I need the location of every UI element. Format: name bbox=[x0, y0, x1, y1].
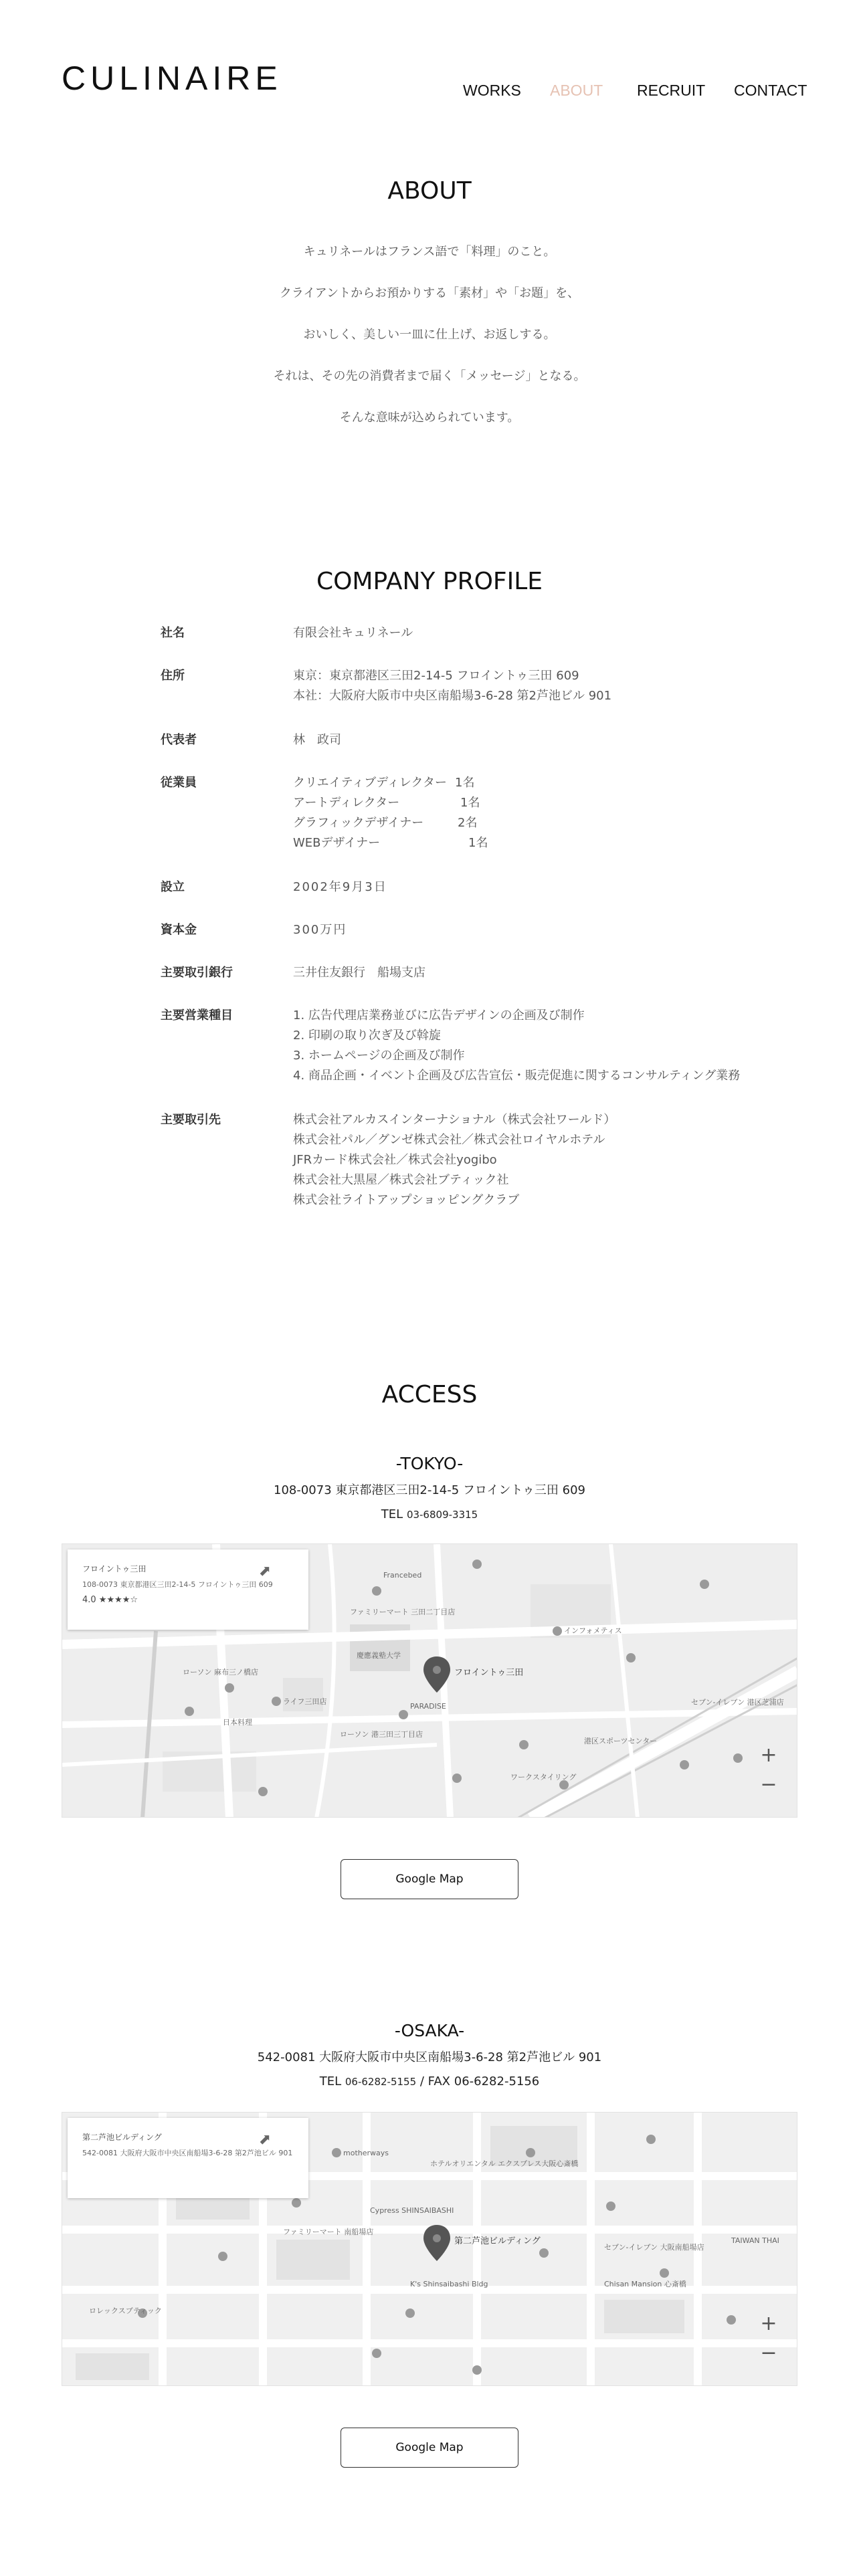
zoom-out-button[interactable]: − bbox=[760, 2341, 777, 2365]
zoom-in-button[interactable]: + bbox=[760, 1743, 777, 1767]
employee-role: WEBデザイナー bbox=[293, 836, 381, 850]
directions-icon[interactable]: ⬈ bbox=[258, 2131, 272, 2148]
employee-role: アートディレクター bbox=[293, 796, 400, 810]
profile-value-address bbox=[293, 666, 611, 706]
osaka-office-name: -OSAKA- bbox=[394, 2021, 465, 2040]
profile-value-business bbox=[293, 1006, 740, 1086]
svg-text:セブン-イレブン 大阪南船場店: セブン-イレブン 大阪南船場店 bbox=[604, 2243, 704, 2252]
svg-text:ホテルオリエンタル エクスプレス大阪心斎橋: ホテルオリエンタル エクスプレス大阪心斎橋 bbox=[430, 2159, 579, 2168]
business-line: 2. 印刷の取り次ぎ及び斡旋 bbox=[293, 1029, 441, 1043]
site-header bbox=[0, 0, 859, 114]
tokyo-map-info-card[interactable] bbox=[68, 1549, 308, 1630]
client-line: JFRカード株式会社／株式会社yogibo bbox=[293, 1153, 497, 1167]
svg-text:セブン-イレブン 港区芝浦店: セブン-イレブン 港区芝浦店 bbox=[691, 1698, 784, 1707]
about-line-4: それは、その先の消費者まで届く「メッセージ」となる。 bbox=[273, 369, 586, 383]
about-line-3: おいしく、美しい一皿に仕上げ、お返しする。 bbox=[303, 328, 556, 342]
svg-text:Francebed: Francebed bbox=[383, 1571, 422, 1580]
nav-recruit[interactable]: RECRUIT bbox=[637, 82, 706, 99]
profile-label-company: 社名 bbox=[161, 626, 185, 640]
profile-label-established: 設立 bbox=[161, 880, 185, 894]
tel-label: TEL bbox=[381, 1507, 403, 1521]
site-logo[interactable]: CULINAIRE bbox=[62, 60, 282, 97]
client-line: 株式会社パル／グンゼ株式会社／株式会社ロイヤルホテル bbox=[293, 1133, 605, 1147]
tel-label: TEL bbox=[319, 2074, 342, 2088]
profile-value-representative: 林 政司 bbox=[293, 733, 341, 747]
zoom-out-button[interactable]: − bbox=[760, 1773, 777, 1796]
svg-text:ロレックスブティック: ロレックスブティック bbox=[89, 2306, 162, 2315]
svg-text:港区スポーツセンター: 港区スポーツセンター bbox=[584, 1737, 658, 1745]
client-line: 株式会社アルカスインターナショナル（株式会社ワールド） bbox=[293, 1113, 616, 1127]
tokyo-address: 108-0073 東京都港区三田2-14-5 フロイントゥ三田 609 bbox=[274, 1483, 585, 1497]
access-title: ACCESS bbox=[381, 1381, 478, 1408]
svg-text:ローソン 港三田三丁目店: ローソン 港三田三丁目店 bbox=[340, 1730, 423, 1739]
svg-text:TAIWAN THAI: TAIWAN THAI bbox=[731, 2236, 779, 2245]
profile-value-established: 2002年9月3日 bbox=[293, 880, 387, 894]
tel-number: 06-6282-5155 bbox=[345, 2076, 417, 2088]
employee-row bbox=[293, 773, 561, 793]
profile-value-company: 有限会社キュリネール bbox=[293, 626, 413, 640]
osaka-map-info-card[interactable] bbox=[68, 2118, 308, 2198]
profile-label-representative: 代表者 bbox=[161, 733, 197, 747]
client-line: 株式会社ライトアップショッピングクラブ bbox=[293, 1193, 520, 1207]
tokyo-office-name: -TOKYO- bbox=[395, 1454, 464, 1473]
employee-row bbox=[293, 813, 561, 833]
zoom-in-button[interactable]: + bbox=[760, 2312, 777, 2335]
nav-contact[interactable]: CONTACT bbox=[734, 82, 807, 99]
about-line-5: そんな意味が込められています。 bbox=[339, 411, 520, 425]
employee-count: 1名 bbox=[468, 836, 488, 850]
map-card-title: フロイントゥ三田 bbox=[82, 1564, 147, 1574]
tokyo-tel bbox=[0, 1509, 859, 1521]
svg-text:ライフ三田店: ライフ三田店 bbox=[283, 1697, 327, 1706]
svg-text:Chisan Mansion 心斎橋: Chisan Mansion 心斎橋 bbox=[604, 2280, 686, 2288]
osaka-tel bbox=[0, 2076, 859, 2088]
employee-count: 2名 bbox=[458, 816, 478, 830]
svg-text:ファミリーマート 南船場店: ファミリーマート 南船場店 bbox=[283, 2228, 374, 2236]
profile-value-employees bbox=[293, 773, 561, 853]
about-line-2: クライアントからお預かりする「素材」や「お題」を、 bbox=[279, 286, 580, 300]
osaka-pin-label: 第二芦池ビルディング bbox=[454, 2236, 541, 2246]
svg-text:motherways: motherways bbox=[343, 2149, 389, 2157]
employee-count: 1名 bbox=[455, 776, 475, 790]
svg-text:ワークスタイリング: ワークスタイリング bbox=[510, 1773, 577, 1782]
svg-text:PARADISE: PARADISE bbox=[410, 1702, 446, 1711]
client-line: 株式会社大黒屋／株式会社ブティック社 bbox=[293, 1173, 509, 1187]
about-title: ABOUT bbox=[387, 177, 472, 205]
employee-role: グラフィックデザイナー bbox=[293, 816, 424, 830]
profile-label-capital: 資本金 bbox=[161, 923, 197, 937]
svg-text:ローソン 麻布三ノ橋店: ローソン 麻布三ノ橋店 bbox=[183, 1668, 259, 1677]
osaka-google-map-button[interactable]: Google Map bbox=[341, 2428, 518, 2468]
address-tokyo: 東京：東京都港区三田2-14-5 フロイントゥ三田 609 bbox=[293, 669, 579, 683]
nav-about[interactable]: ABOUT bbox=[550, 82, 603, 99]
profile-title: COMPANY PROFILE bbox=[316, 568, 543, 595]
tokyo-map[interactable] bbox=[62, 1543, 797, 1818]
profile-label-business: 主要営業種目 bbox=[161, 1008, 233, 1023]
nav-works[interactable]: WORKS bbox=[463, 82, 521, 99]
about-line-1: キュリネールはフランス語で「料理」のこと。 bbox=[303, 245, 556, 259]
business-line: 1. 広告代理店業務並びに広告デザインの企画及び制作 bbox=[293, 1008, 585, 1023]
map-card-rating: 4.0 ★★★★☆ bbox=[82, 1595, 138, 1605]
employee-row bbox=[293, 793, 561, 813]
svg-text:慶應義塾大学: 慶應義塾大学 bbox=[357, 1651, 401, 1660]
svg-text:ファミリーマート 三田二丁目店: ファミリーマート 三田二丁目店 bbox=[350, 1608, 456, 1616]
tokyo-google-map-button[interactable]: Google Map bbox=[341, 1859, 518, 1899]
profile-label-clients: 主要取引先 bbox=[161, 1113, 221, 1127]
business-line: 3. ホームページの企画及び制作 bbox=[293, 1049, 465, 1063]
profile-value-capital: 300万円 bbox=[293, 923, 347, 937]
svg-text:インフォメティス: インフォメティス bbox=[564, 1626, 622, 1635]
employee-row bbox=[293, 833, 561, 853]
svg-text:K's Shinsaibashi Bldg: K's Shinsaibashi Bldg bbox=[410, 2280, 488, 2288]
profile-value-clients bbox=[293, 1110, 615, 1210]
osaka-address: 542-0081 大阪府大阪市中央区南船場3-6-28 第2芦池ビル 901 bbox=[257, 2050, 602, 2064]
address-osaka: 本社：大阪府大阪市中央区南船場3-6-28 第2芦池ビル 901 bbox=[293, 689, 612, 703]
tokyo-pin-label: フロイントゥ三田 bbox=[454, 1668, 524, 1678]
svg-text:日本料理: 日本料理 bbox=[223, 1718, 252, 1727]
fax-number: 06-6282-5156 bbox=[454, 2074, 540, 2088]
directions-icon[interactable]: ⬈ bbox=[258, 1563, 272, 1580]
employee-role: クリエイティブディレクター bbox=[293, 776, 448, 790]
osaka-map[interactable] bbox=[62, 2112, 797, 2386]
business-line: 4. 商品企画・イベント企画及び広告宣伝・販売促進に関するコンサルティング業務 bbox=[293, 1069, 741, 1083]
map-card-address: 542-0081 大阪府大阪市中央区南船場3-6-28 第2芦池ビル 901 bbox=[82, 2149, 293, 2157]
svg-text:Cypress SHINSAIBASHI: Cypress SHINSAIBASHI bbox=[370, 2206, 454, 2215]
profile-label-employees: 従業員 bbox=[161, 776, 197, 790]
map-card-address: 108-0073 東京都港区三田2-14-5 フロイントゥ三田 609 bbox=[82, 1580, 273, 1589]
profile-label-bank: 主要取引銀行 bbox=[161, 966, 233, 980]
profile-value-bank: 三井住友銀行 船場支店 bbox=[293, 966, 425, 980]
map-card-title: 第二芦池ビルディング bbox=[82, 2133, 162, 2142]
profile-label-address: 住所 bbox=[161, 669, 185, 683]
fax-label: / FAX bbox=[419, 2074, 451, 2088]
employee-count: 1名 bbox=[460, 796, 480, 810]
tel-number: 03-6809-3315 bbox=[406, 1509, 478, 1521]
